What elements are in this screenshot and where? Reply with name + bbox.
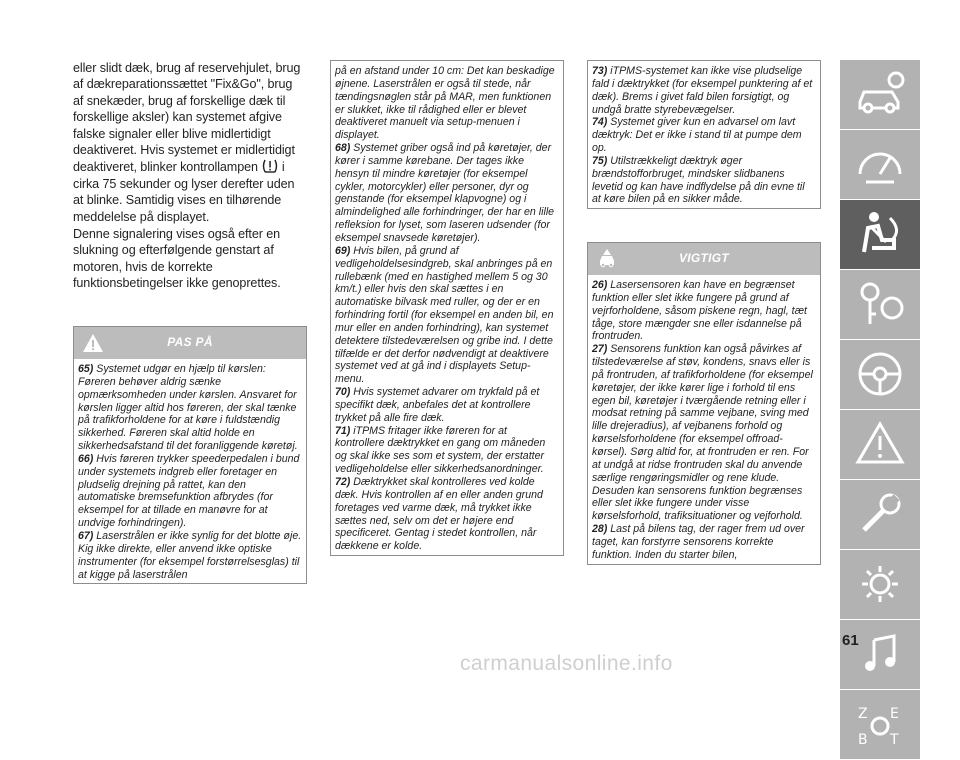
body-paragraph-1 [73,60,305,225]
note-number: 27) [592,343,608,356]
note-item [592,65,816,116]
steering-wheel-icon [852,348,908,400]
note-number: 70) [335,386,351,399]
note-text: Systemet udgør en hjælp til kørslen: Føreren behøver aldrig sænke opmærksomheden under kørslen. Ansvaret for kørslen ligger altid hos føreren, der skal tænke på trafikforholdene for at køre i fuldstændig sikkerhed. Føreren skal altid holde en sikkerhedsafstand til det foranliggende køretøj. [78,363,298,453]
note-number: 28) [592,523,608,536]
page-number: 61 [842,632,859,649]
note-text: Systemet griber også ind på køretøjer, der kører i samme kørebane. Der tages ikke hensyn til mindre køretøjer (for eksempel cykler, motorcykler) eller personer, dyr og genstande (for eksempel klapvogne) og i almindelighed alle forhindringer, der har en lille refleksion for lyset, som laseren udsender (for eksempel snavsede køretøjer). [335,142,555,244]
tab-car-info[interactable] [840,60,920,129]
tab-key-start[interactable] [840,270,920,339]
note-item [335,245,559,386]
tab-tech-specs[interactable] [840,550,920,619]
tab-warnings[interactable] [840,410,920,479]
seat-safety-icon [852,208,908,260]
svg-text:B: B [858,732,868,748]
index-icon [852,698,908,750]
note-item [592,343,816,523]
note-item [335,386,559,425]
note-number: 66) [78,452,94,465]
important-box-header [588,243,820,275]
note-number: 65) [78,363,94,375]
note-continuation: på en afstand under 10 cm: Det kan beskadige øjnene. Laserstrålen er også til stede, når tændingsnøglen står på MAR, men funktionen er slukket, ikke til rådighed eller er blevet deaktiveret manuelt via setup-menuen i displayet. [335,65,555,142]
note-text: iTPMS fritager ikke føreren for at kontrollere dæktrykket en gang om måneden og skal ikke ses som et system, der erstatter vedligeholdelse eller sikkerhedsanordninger. [335,424,546,476]
important-box-title: VIGTIGT [678,251,730,265]
caution-box-continued-body [331,61,563,555]
tech-specs-icon [852,558,908,610]
paragraph-text: i cirka 75 sekunder og lyser derefter uden at blinke. Samtidig vises en tilhørende meddelelse på displayet. [73,160,295,224]
paragraph-text: eller slidt dæk, brug af reservehjulet, brug af dækreparationssættet "Fix&Go", brug af snekæder, brug af forskellige dæk til forskellige aksler) kan systemet afgive falske signaler eller blive midlertidigt deaktiveret. Hvis systemet er midlertidigt deaktiveret, blinker kontrollampen [73,61,301,175]
note-text: Systemet giver kun en advarsel om lavt dæktryk: Det er ikke i stand til at pumpe dem op. [592,116,802,155]
caution-box-continued [330,60,564,556]
note-item [335,476,559,553]
tab-dashboard[interactable] [840,130,920,199]
note-number: 68) [335,142,351,155]
svg-text:Z: Z [858,706,868,722]
note-number: 67) [78,529,94,542]
car-info-icon [852,68,908,120]
note-text: Dæktrykket skal kontrolleres ved kolde dæk. Hvis kontrollen af en eller anden grund foretages ved varme dæk, må trykket ikke sættes ned, selv om det er højere end specificeret. Gentag i stedet kontrollen, når dækkene er kolde. [335,476,543,553]
note-number: 73) [592,65,608,77]
key-start-icon [852,278,908,330]
caution-box-end-body [588,61,820,208]
note-item [335,425,559,476]
note-text: Hvis føreren trykker speederpedalen i bund under systemets indgreb eller foretager en pludselig drejning på rattet, kan den automatiske bremsefunktion afbrydes (for eksempel for at tillade en manøvre for at undvige forhindringen). [78,452,300,530]
caution-box-end [587,60,821,209]
caution-box-body [74,359,306,583]
note-item [335,142,559,245]
tab-media[interactable] [840,620,920,689]
note-item [78,363,302,453]
column-1 [73,60,305,293]
note-text: Utilstrækkeligt dæktryk øger brændstofforbruget, mindsker slidbanens levetid og kan have indflydelse på din evne til at køre bilen på en sikker måde. [592,154,805,206]
note-number: 26) [592,279,608,291]
note-text: Laserstrålen er ikke synlig for det blotte øje. Kig ikke direkte, eller anvend ikke optiske instrumenter (for eksempel forstørrelsesglas) til at kigge på laserstrålen [78,529,302,581]
note-text: Hvis bilen, på grund af vedligeholdelsesindgreb, skal anbringes på en rullebænk (med en hastighed mellem 5 og 30 km/t.) eller hvis den skal sættes i en automatiske bilvask med ruller, og der er en forhindring fortil (for eksempel en anden bil, en mur eller en anden forhindring), kan systemet detektere tilstedeværelsen og gribe ind. I dette tilfælde er det derfor nødvendigt at deaktivere systemet ved at gå ind i displayets Setup-menu. [335,244,554,386]
note-number: 72) [335,476,351,488]
dashboard-icon [852,138,908,190]
note-number: 74) [592,116,608,129]
svg-text:T: T [890,732,899,748]
note-text: Sensorens funktion kan også påvirkes af tilstedeværelse af støv, kondens, snavs eller is på frontruden, af trafikforholdene (for eksempel køretøjer, der ikke kører lige i forhold til ens egen bil, køretøjer i tværgående retning eller i modsat retning på samme vejbane, sving med lille drejeradius), af vejbanens forhold og kørselsforholdene (for eksempel offroad-kørsel). Sørg altid for, at frontruden er ren. For at undgå at ridse frontruden skal du anvende særlige rengøringsmidler og rene klude. Desuden kan sensorens funktion begrænses eller slet ikke fungere under visse kørselsforhold, trafiksituationer og vejforhold. [592,343,813,523]
tire-pressure-warning-icon [261,158,279,174]
note-number: 71) [335,424,351,437]
caution-box [73,326,307,584]
note-text: Hvis systemet advarer om trykfald på et specifikt dæk, anbefales det at kontrollere trykket på alle fire dæk. [335,386,540,424]
important-box-body [588,275,820,564]
service-wrench-icon [852,488,908,540]
chapter-tabs [840,60,920,760]
note-item [592,116,816,155]
body-paragraph-2: Denne signalering vises også efter en slukning og efterfølgende genstart af motoren, hvis de korrekte funktionsbetingelser ikke genoprettes. [73,227,281,291]
note-item [592,155,816,206]
svg-text:E: E [890,706,899,722]
media-icon [852,628,908,680]
watermark: carmanualsonline.info [460,652,673,675]
note-item [78,530,302,581]
warning-triangle-icon [852,418,908,470]
note-number: 69) [335,244,351,257]
tab-service[interactable] [840,480,920,549]
caution-box-header [74,327,306,359]
tab-steering[interactable] [840,340,920,409]
tab-seat-safety[interactable] [840,200,920,269]
note-number: 75) [592,154,608,167]
note-item [78,453,302,530]
note-text: iTPMS-systemet kan ikke vise pludselige fald i dæktrykket (for eksempel punktering af et dæk). Brems i givet fald bilen forsigtigt, og undgå bratte styrebevægelser. [592,65,813,116]
note-item [592,279,816,343]
important-box [587,242,821,565]
note-text: Lasersensoren kan have en begrænset funktion eller slet ikke fungere på grund af vejrforholdene, såsom piskene regn, hagl, tæt tåge, store mængder sne eller isdannelse på frontruden. [592,279,807,343]
note-text: Last på bilens tag, der rager frem ud over taget, kan forstyrre sensorens korrekte funktion. Inden du starter bilen, [592,523,805,561]
tab-index[interactable] [840,690,920,759]
note-item [592,523,816,562]
caution-box-title: PAS PÅ [167,335,213,349]
